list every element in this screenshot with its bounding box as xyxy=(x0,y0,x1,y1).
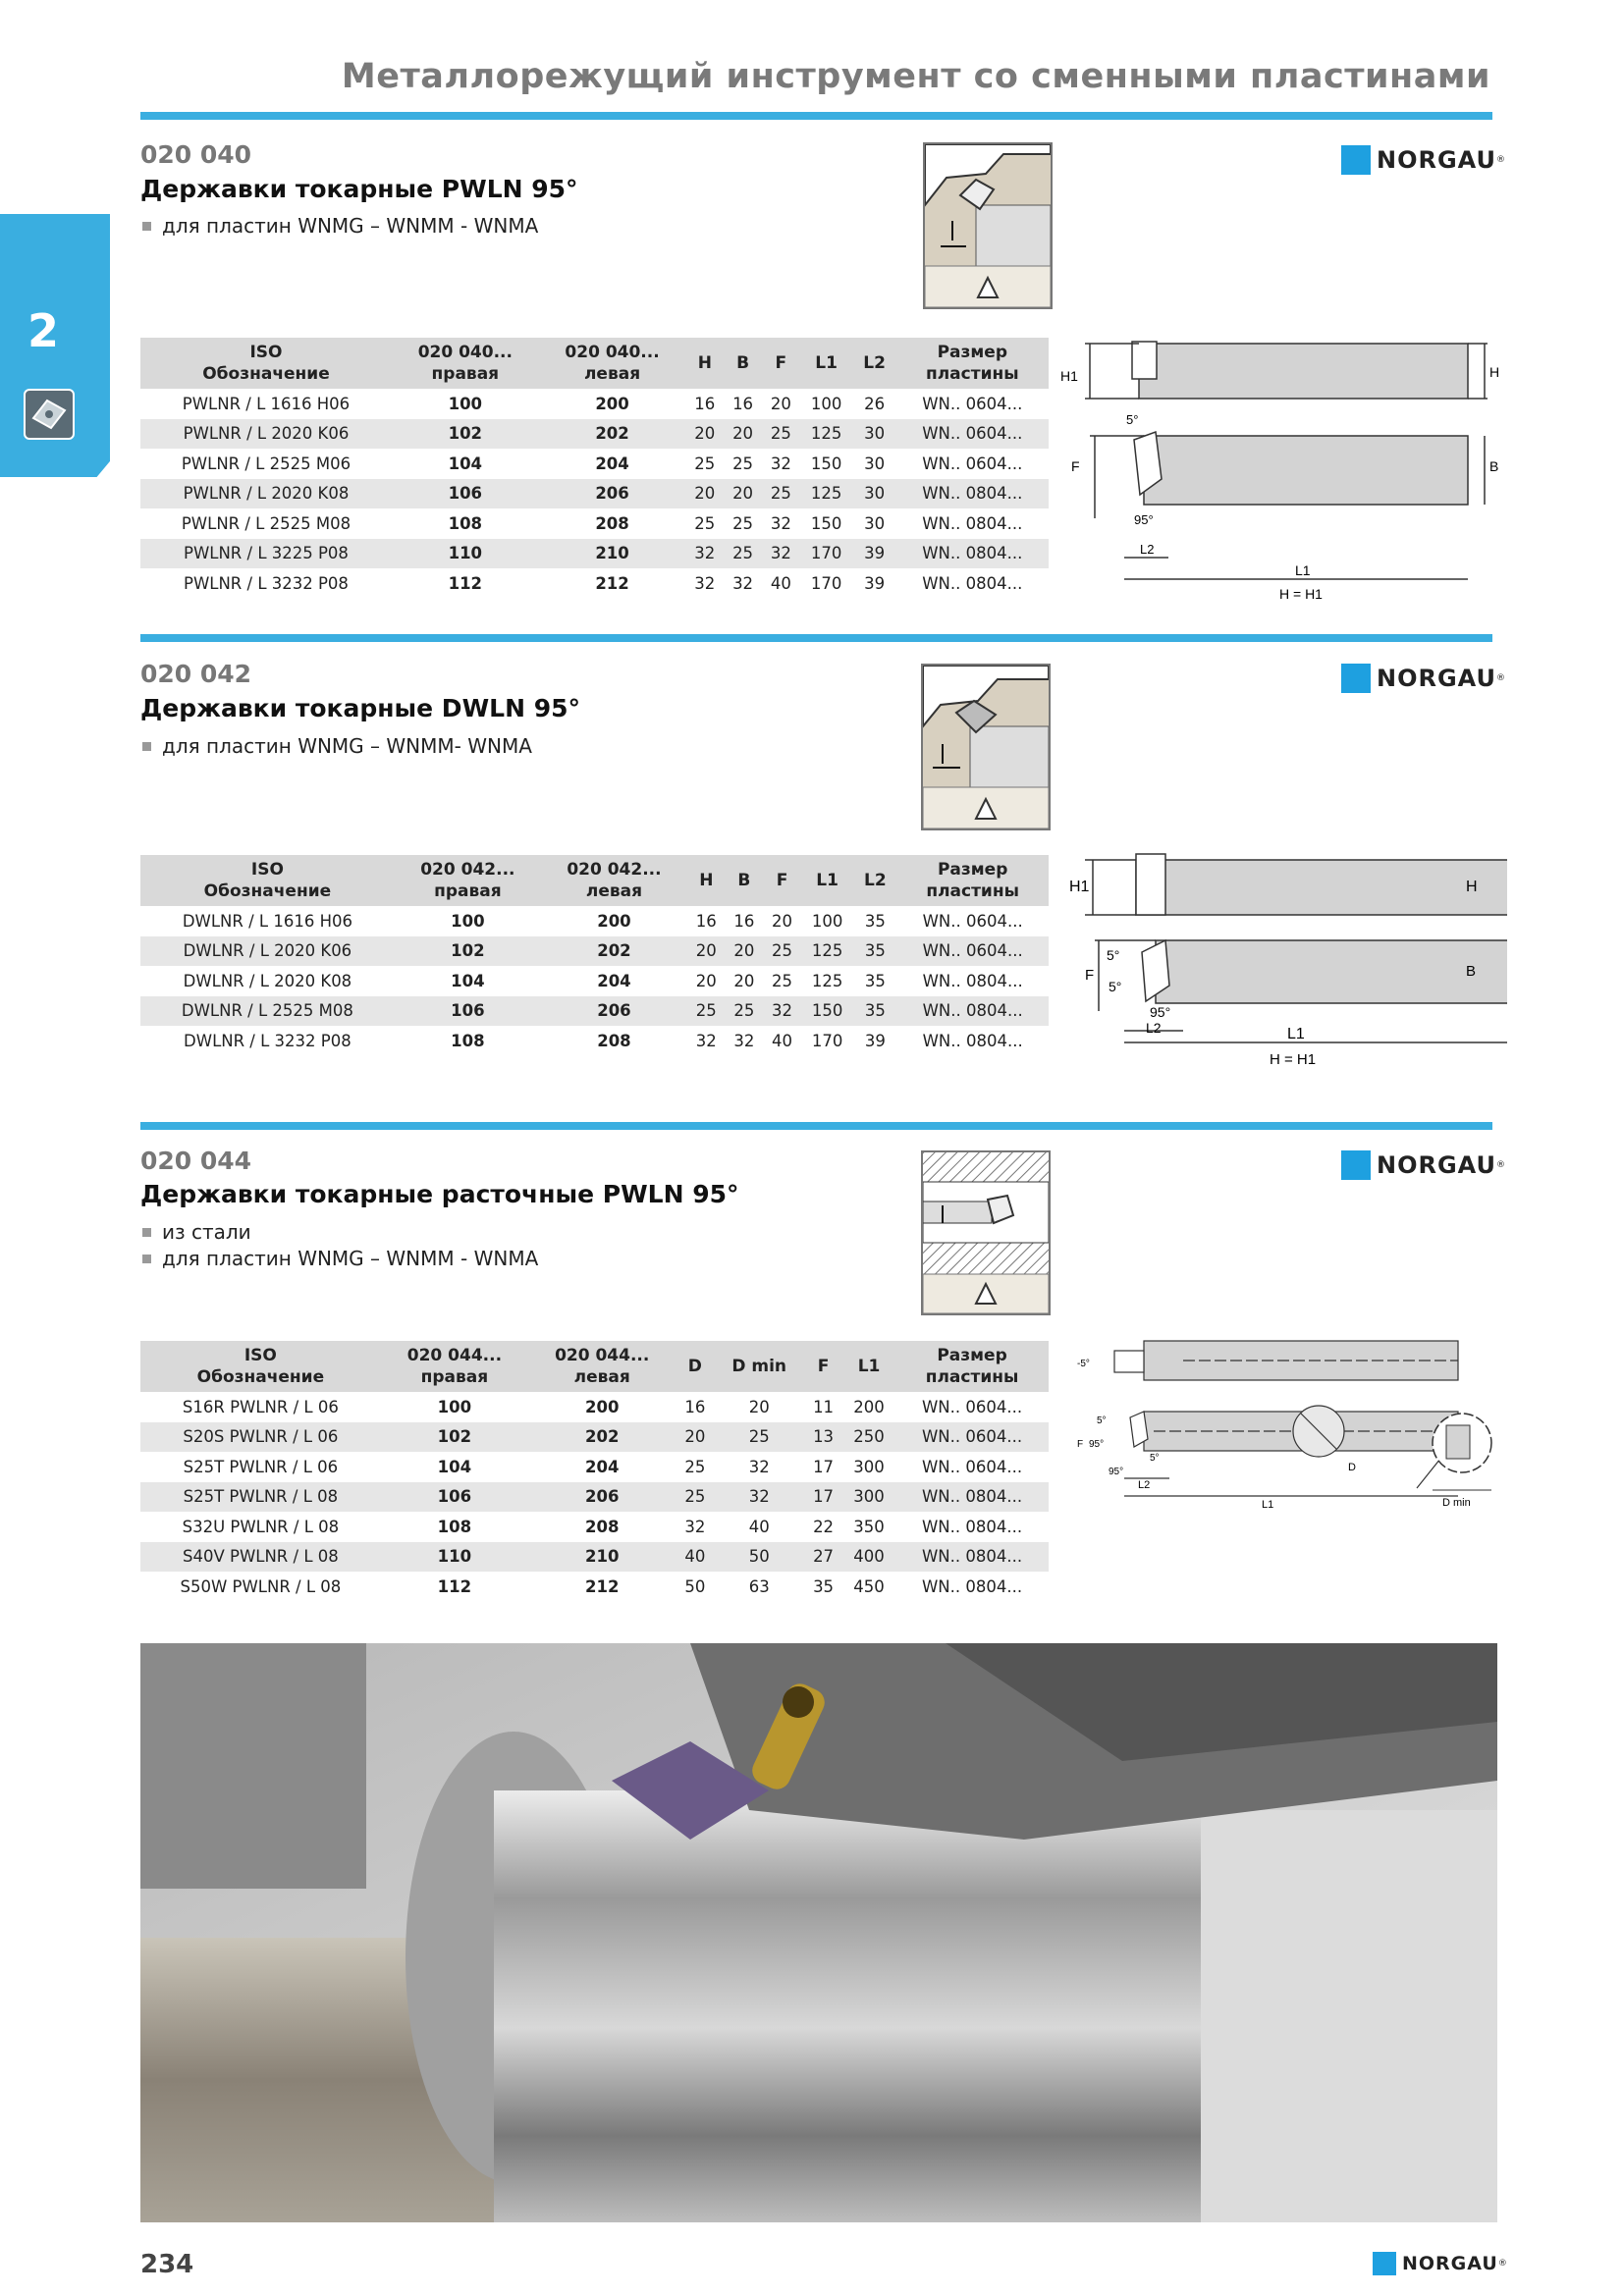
table-cell: S32U PWLNR / L 08 xyxy=(182,1517,340,1536)
column-header: L1 xyxy=(801,855,854,906)
column-header: L1 xyxy=(800,338,853,389)
table-cell: 125 xyxy=(801,936,854,967)
table-cell: WN.. 0804... xyxy=(921,1576,1023,1596)
table-cell: 20 xyxy=(724,479,762,509)
table-cell: 30 xyxy=(864,454,886,473)
column-header: F xyxy=(763,855,801,906)
table-cell: 32 xyxy=(694,573,716,593)
table-cell: 32 xyxy=(695,1031,717,1050)
table-cell: 170 xyxy=(800,539,853,569)
svg-text:H: H xyxy=(1466,879,1478,895)
table-cell: 125 xyxy=(811,971,843,990)
table-row xyxy=(140,568,1049,599)
table-cell: S16R PWLNR / L 06 xyxy=(182,1397,339,1416)
table-cell: 108 xyxy=(448,513,483,533)
svg-text:H1: H1 xyxy=(1069,879,1090,895)
column-header: 020 042... левая xyxy=(541,855,687,906)
table-cell: 25 xyxy=(676,1482,714,1513)
table-cell: 204 xyxy=(595,454,629,473)
norgau-logo: NORGAU ® xyxy=(1341,145,1505,175)
table-cell: 20 xyxy=(748,1397,770,1416)
table-cell: 20 xyxy=(733,971,755,990)
column-header: 020 044... левая xyxy=(528,1341,676,1392)
table-cell: 40 xyxy=(772,1031,793,1050)
table-cell: 35 xyxy=(853,996,896,1027)
table-cell: 20 xyxy=(695,971,717,990)
svg-text:5°: 5° xyxy=(1097,1415,1107,1426)
table-cell: 206 xyxy=(539,479,686,509)
table-cell: 102 xyxy=(392,419,539,450)
svg-text:F: F xyxy=(1077,1439,1084,1450)
table-cell: 32 xyxy=(684,1517,706,1536)
svg-text:B: B xyxy=(1489,458,1499,474)
table-cell: 20 xyxy=(726,936,764,967)
section-3-pictogram xyxy=(921,1150,1051,1315)
column-header: H xyxy=(685,338,724,389)
table-cell: WN.. 0604... xyxy=(896,936,1049,967)
table-cell: 25 xyxy=(694,454,716,473)
svg-text:95°: 95° xyxy=(1109,1467,1124,1477)
table-cell: 204 xyxy=(584,1457,620,1476)
table-row xyxy=(140,966,1049,996)
table-cell: 32 xyxy=(770,513,791,533)
table-cell: WN.. 0804... xyxy=(896,996,1049,1027)
svg-text:F: F xyxy=(1085,967,1095,984)
spec-table-020042 xyxy=(140,855,1049,1056)
header-rule xyxy=(140,112,1492,120)
table-row xyxy=(140,389,1049,419)
column-header: L1 xyxy=(842,1341,895,1392)
svg-text:95°: 95° xyxy=(1089,1439,1105,1450)
table-cell: WN.. 0804... xyxy=(922,971,1023,990)
table-cell: WN.. 0804... xyxy=(895,1482,1049,1513)
section-2-drawing xyxy=(1055,842,1507,1082)
table-cell: 30 xyxy=(864,513,886,533)
table-cell: 32 xyxy=(762,539,800,569)
table-cell: 200 xyxy=(584,1397,620,1416)
table-cell: 35 xyxy=(864,911,886,931)
section-2-rule xyxy=(140,634,1492,642)
table-cell: 25 xyxy=(726,996,764,1027)
table-cell: WN.. 0804... xyxy=(922,1031,1023,1050)
table-cell: 32 xyxy=(732,573,754,593)
table-cell: S40V PWLNR / L 08 xyxy=(140,1542,381,1573)
section-3-rule xyxy=(140,1122,1492,1130)
table-cell: 27 xyxy=(804,1542,842,1573)
column-header: 020 040... правая xyxy=(392,338,539,389)
table-cell: 26 xyxy=(864,394,886,413)
table-cell: WN.. 0604... xyxy=(895,1422,1049,1453)
table-cell: 39 xyxy=(853,539,896,569)
svg-text:5°: 5° xyxy=(1107,947,1120,963)
table-cell: 150 xyxy=(801,996,854,1027)
table-cell: DWLNR / L 3232 P08 xyxy=(184,1031,352,1050)
section-1-title: Державки токарные PWLN 95° xyxy=(140,175,578,203)
table-cell: 100 xyxy=(811,911,843,931)
table-cell: 20 xyxy=(685,479,724,509)
table-cell: 112 xyxy=(448,573,483,593)
table-cell: DWLNR / L 2020 K06 xyxy=(140,936,395,967)
table-cell: PWLNR / L 3232 P08 xyxy=(184,573,349,593)
table-cell: 30 xyxy=(853,479,896,509)
table-cell: 208 xyxy=(584,1517,620,1536)
table-row xyxy=(140,1026,1049,1056)
column-header: D min xyxy=(714,1341,804,1392)
section-3-bullet: для пластин WNMG – WNMM - WNMA xyxy=(142,1247,538,1270)
table-cell: 100 xyxy=(451,911,485,931)
svg-text:B: B xyxy=(1466,963,1477,980)
norgau-logo: NORGAU ® xyxy=(1341,664,1505,693)
table-cell: PWLNR / L 2525 M06 xyxy=(181,454,352,473)
table-row xyxy=(140,906,1049,936)
table-cell: 25 xyxy=(732,513,754,533)
table-row xyxy=(140,1572,1049,1602)
table-cell: WN.. 0604... xyxy=(896,419,1049,450)
table-cell: 25 xyxy=(763,936,801,967)
svg-text:H: H xyxy=(1489,364,1500,380)
column-header: D xyxy=(676,1341,714,1392)
table-cell: 25 xyxy=(762,419,800,450)
column-header: ISO Обозначение xyxy=(140,855,395,906)
table-cell: 20 xyxy=(772,911,793,931)
table-cell: 150 xyxy=(810,454,842,473)
table-cell: 25 xyxy=(772,971,793,990)
table-cell: 20 xyxy=(676,1422,714,1453)
table-row xyxy=(140,1542,1049,1573)
section-2-bullet: для пластин WNMG – WNMM- WNMA xyxy=(142,734,532,758)
svg-text:95°: 95° xyxy=(1150,1004,1171,1020)
svg-text:L2: L2 xyxy=(1146,1020,1162,1036)
table-cell: 104 xyxy=(437,1457,472,1476)
table-cell: 350 xyxy=(853,1517,885,1536)
table-cell: 20 xyxy=(685,419,724,450)
table-cell: 32 xyxy=(733,1031,755,1050)
section-3-title: Державки токарные расточные PWLN 95° xyxy=(140,1180,739,1208)
table-cell: 50 xyxy=(684,1576,706,1596)
spec-table-020040 xyxy=(140,338,1049,599)
column-header: Размер пластины xyxy=(896,338,1049,389)
table-cell: DWLNR / L 2020 K08 xyxy=(183,971,352,990)
table-cell: 212 xyxy=(595,573,629,593)
column-header: 020 044... правая xyxy=(381,1341,528,1392)
svg-text:95°: 95° xyxy=(1134,512,1154,527)
table-cell: 204 xyxy=(597,971,631,990)
section-2-pictogram xyxy=(921,664,1051,830)
section-1-bullet: для пластин WNMG – WNMM - WNMA xyxy=(142,214,538,238)
column-header: F xyxy=(762,338,800,389)
svg-text:L1: L1 xyxy=(1287,1026,1305,1042)
column-header: H xyxy=(687,855,726,906)
table-header-row xyxy=(140,855,1049,906)
table-cell: PWLNR / L 2020 K08 xyxy=(140,479,392,509)
table-cell: 250 xyxy=(842,1422,895,1453)
table-cell: 206 xyxy=(528,1482,676,1513)
table-cell: 208 xyxy=(597,1031,631,1050)
table-cell: 108 xyxy=(451,1031,485,1050)
table-cell: 150 xyxy=(810,513,842,533)
table-cell: 20 xyxy=(724,419,762,450)
column-header: L2 xyxy=(853,338,896,389)
table-cell: 30 xyxy=(853,419,896,450)
table-cell: 200 xyxy=(597,911,631,931)
table-cell: 39 xyxy=(864,1031,886,1050)
table-cell: 32 xyxy=(714,1482,804,1513)
chapter-number: 2 xyxy=(27,304,60,357)
table-cell: 40 xyxy=(770,573,791,593)
column-header: ISO Обозначение xyxy=(140,1341,381,1392)
table-cell: 400 xyxy=(842,1542,895,1573)
table-cell: 16 xyxy=(684,1397,706,1416)
svg-text:5°: 5° xyxy=(1126,412,1139,427)
section-1-pictogram xyxy=(923,142,1053,309)
table-cell: 35 xyxy=(864,971,886,990)
table-cell: 16 xyxy=(733,911,755,931)
table-cell: 212 xyxy=(584,1576,620,1596)
footer-norgau-logo: NORGAU ® xyxy=(1373,2252,1507,2275)
table-cell: 112 xyxy=(437,1576,472,1596)
table-row xyxy=(140,449,1049,479)
svg-text:L2: L2 xyxy=(1140,542,1155,557)
table-cell: 170 xyxy=(810,573,842,593)
table-cell: 25 xyxy=(762,479,800,509)
table-cell: WN.. 0604... xyxy=(921,1457,1023,1476)
table-cell: 25 xyxy=(714,1422,804,1453)
svg-text:H = H1: H = H1 xyxy=(1270,1051,1317,1068)
svg-text:H1: H1 xyxy=(1060,368,1078,384)
table-cell: 106 xyxy=(395,996,541,1027)
page-number: 234 xyxy=(140,2250,194,2279)
table-cell: WN.. 0804... xyxy=(896,479,1049,509)
section-2-code: 020 042 xyxy=(140,660,252,688)
table-cell: 11 xyxy=(813,1397,835,1416)
table-cell: WN.. 0804... xyxy=(896,539,1049,569)
table-cell: 22 xyxy=(813,1517,835,1536)
column-header: ISO Обозначение xyxy=(140,338,392,389)
table-cell: 20 xyxy=(687,936,726,967)
table-cell: PWLNR / L 1616 H06 xyxy=(182,394,351,413)
table-cell: 125 xyxy=(800,479,853,509)
table-cell: 202 xyxy=(539,419,686,450)
table-cell: S50W PWLNR / L 08 xyxy=(180,1576,342,1596)
bore-section-drawing xyxy=(1429,1404,1497,1516)
section-1-drawing xyxy=(1055,322,1507,606)
section-3-code: 020 044 xyxy=(140,1147,252,1175)
svg-text:F: F xyxy=(1071,458,1080,474)
table-cell: 102 xyxy=(395,936,541,967)
table-cell: 35 xyxy=(853,936,896,967)
table-cell: 208 xyxy=(595,513,629,533)
svg-text:H = H1: H = H1 xyxy=(1279,586,1323,602)
table-cell: 25 xyxy=(694,513,716,533)
table-cell: PWLNR / L 2525 M08 xyxy=(181,513,352,533)
table-row xyxy=(140,539,1049,569)
table-cell: 25 xyxy=(684,1457,706,1476)
column-header: F xyxy=(804,1341,842,1392)
svg-text:D: D xyxy=(1348,1462,1356,1473)
table-cell: DWLNR / L 2525 M08 xyxy=(140,996,395,1027)
table-cell: 16 xyxy=(694,394,716,413)
table-cell: S25T PWLNR / L 06 xyxy=(183,1457,339,1476)
svg-text:5°: 5° xyxy=(1150,1453,1160,1464)
spec-table-020044 xyxy=(140,1341,1049,1602)
table-cell: 13 xyxy=(804,1422,842,1453)
column-header: 020 042... правая xyxy=(395,855,541,906)
table-cell: 102 xyxy=(381,1422,528,1453)
column-header: Размер пластины xyxy=(895,1341,1049,1392)
table-row xyxy=(140,419,1049,450)
table-row xyxy=(140,479,1049,509)
table-cell: 202 xyxy=(528,1422,676,1453)
table-cell: WN.. 0804... xyxy=(895,1542,1049,1573)
table-row xyxy=(140,936,1049,967)
table-cell: 35 xyxy=(813,1576,835,1596)
table-cell: 50 xyxy=(714,1542,804,1573)
column-header: 020 040... левая xyxy=(539,338,686,389)
column-header: L2 xyxy=(853,855,896,906)
table-cell: WN.. 0604... xyxy=(921,1397,1023,1416)
table-cell: 100 xyxy=(810,394,842,413)
svg-text:-5°: -5° xyxy=(1077,1359,1090,1369)
table-cell: 32 xyxy=(748,1457,770,1476)
table-cell: 104 xyxy=(451,971,485,990)
norgau-logo: NORGAU ® xyxy=(1341,1150,1505,1180)
table-cell: 39 xyxy=(864,573,886,593)
table-cell: 210 xyxy=(528,1542,676,1573)
table-row xyxy=(140,508,1049,539)
table-cell: 25 xyxy=(687,996,726,1027)
table-row xyxy=(140,1482,1049,1513)
insert-icon xyxy=(24,389,75,440)
section-2-title: Державки токарные DWLN 95° xyxy=(140,694,580,722)
table-cell: 450 xyxy=(853,1576,885,1596)
table-cell: WN.. 0804... xyxy=(922,573,1023,593)
svg-text:5°: 5° xyxy=(1109,979,1122,994)
table-cell: 16 xyxy=(732,394,754,413)
column-header: B xyxy=(724,338,762,389)
table-cell: 108 xyxy=(437,1517,472,1536)
table-header-row xyxy=(140,338,1049,389)
table-cell: 200 xyxy=(595,394,629,413)
table-cell: 106 xyxy=(381,1482,528,1513)
table-cell: 32 xyxy=(763,996,801,1027)
table-cell: WN.. 0604... xyxy=(922,911,1023,931)
table-cell: WN.. 0604... xyxy=(922,454,1023,473)
table-cell: 106 xyxy=(392,479,539,509)
table-cell: 100 xyxy=(437,1397,472,1416)
svg-text:L1: L1 xyxy=(1295,562,1311,578)
table-cell: 16 xyxy=(695,911,717,931)
table-cell: S20S PWLNR / L 06 xyxy=(140,1422,381,1453)
table-cell: PWLNR / L 2020 K06 xyxy=(140,419,392,450)
table-cell: WN.. 0804... xyxy=(922,513,1023,533)
table-cell: 170 xyxy=(811,1031,843,1050)
table-cell: DWLNR / L 1616 H06 xyxy=(182,911,352,931)
table-cell: 40 xyxy=(748,1517,770,1536)
column-header: Размер пластины xyxy=(896,855,1049,906)
table-cell: 25 xyxy=(724,539,762,569)
table-cell: PWLNR / L 3225 P08 xyxy=(140,539,392,569)
table-row xyxy=(140,996,1049,1027)
section-3-bullet: из стали xyxy=(142,1220,251,1244)
table-cell: 300 xyxy=(853,1457,885,1476)
table-cell: 125 xyxy=(800,419,853,450)
table-cell: 110 xyxy=(392,539,539,569)
svg-text:D min: D min xyxy=(1442,1497,1471,1509)
table-cell: 32 xyxy=(770,454,791,473)
table-cell: 63 xyxy=(748,1576,770,1596)
column-header: B xyxy=(726,855,764,906)
table-cell: 25 xyxy=(732,454,754,473)
table-cell: 202 xyxy=(541,936,687,967)
table-cell: S25T PWLNR / L 08 xyxy=(140,1482,381,1513)
svg-text:L1: L1 xyxy=(1262,1499,1274,1511)
table-cell: 210 xyxy=(539,539,686,569)
table-cell: WN.. 0604... xyxy=(922,394,1023,413)
table-cell: 200 xyxy=(853,1397,885,1416)
table-cell: WN.. 0804... xyxy=(921,1517,1023,1536)
table-cell: 20 xyxy=(770,394,791,413)
section-1-code: 020 040 xyxy=(140,140,252,169)
machining-photo xyxy=(140,1643,1497,2222)
table-cell: 300 xyxy=(842,1482,895,1513)
table-header-row xyxy=(140,1341,1049,1392)
table-cell: 17 xyxy=(804,1482,842,1513)
table-row xyxy=(140,1422,1049,1453)
table-cell: 100 xyxy=(448,394,483,413)
svg-text:L2: L2 xyxy=(1138,1479,1151,1491)
page-header-title: Металлорежущий инструмент со сменными пластинами xyxy=(341,57,1490,96)
table-cell: 104 xyxy=(448,454,483,473)
table-row xyxy=(140,1392,1049,1422)
table-cell: 110 xyxy=(381,1542,528,1573)
table-row xyxy=(140,1512,1049,1542)
table-cell: 17 xyxy=(813,1457,835,1476)
table-cell: 206 xyxy=(541,996,687,1027)
table-cell: 32 xyxy=(685,539,724,569)
table-row xyxy=(140,1452,1049,1482)
table-cell: 40 xyxy=(676,1542,714,1573)
